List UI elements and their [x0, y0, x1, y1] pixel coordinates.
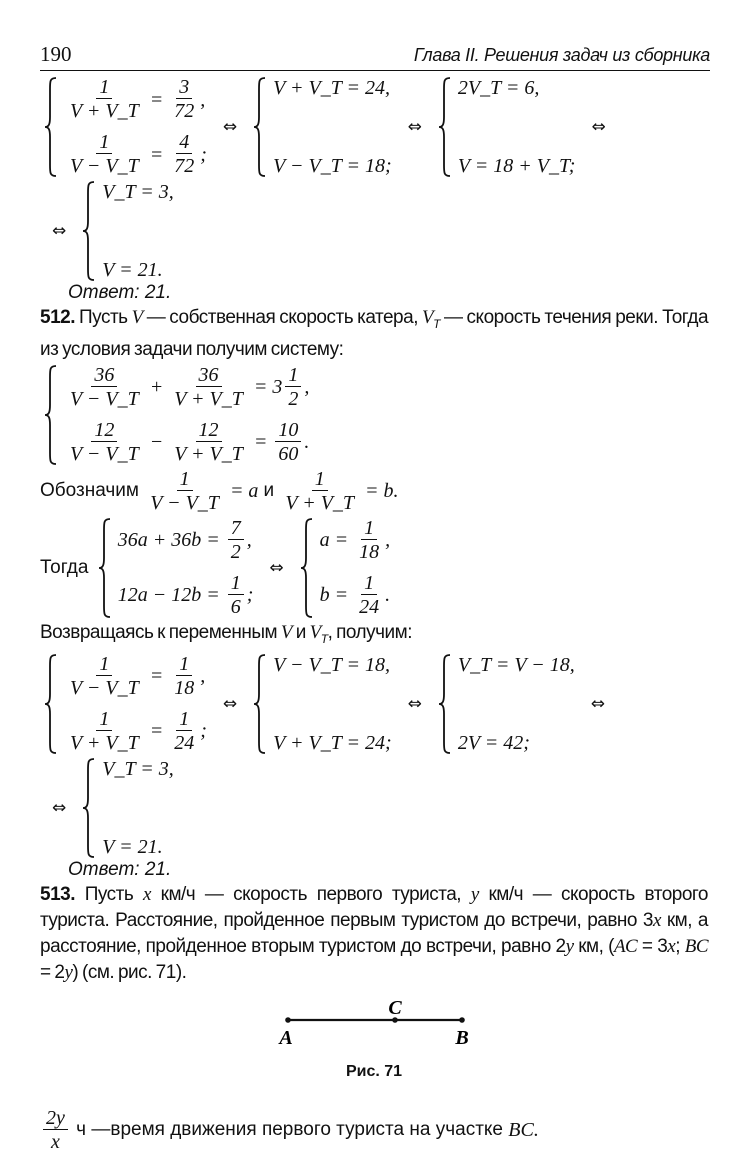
math-expression: 12a − 12b = — [117, 584, 225, 607]
fraction-denominator: 60 — [278, 442, 299, 465]
system-rows — [64, 77, 207, 177]
fraction-numerator: 4 — [176, 132, 192, 154]
equivalence-icon: ⇔ — [407, 117, 422, 137]
system-row — [102, 836, 173, 858]
figure-71-segment — [270, 990, 490, 1056]
fraction — [171, 77, 197, 122]
equivalence-icon: ⇔ — [407, 693, 422, 714]
equivalence-icon: ⇔ — [52, 797, 67, 818]
left-brace-icon — [438, 77, 452, 177]
equivalence-icon: ⇔ — [269, 557, 284, 578]
math-expression: V_T = 3, — [102, 757, 174, 780]
left-brace-icon — [253, 654, 267, 754]
fraction — [171, 132, 197, 177]
answer-512: Ответ: 21. — [68, 858, 172, 880]
fraction — [67, 132, 142, 177]
fraction — [67, 420, 142, 465]
fraction-denominator: 6 — [230, 595, 241, 618]
answer-511: Ответ: 21. — [68, 282, 172, 303]
system-rows — [273, 654, 392, 754]
fraction-numerator: 1 — [361, 573, 377, 595]
equivalence-icon: ⇔ — [590, 693, 605, 714]
math-expression: V = 21. — [102, 835, 163, 858]
label-c: C — [388, 996, 402, 1019]
system-row — [273, 654, 392, 676]
text-label: и — [263, 480, 280, 502]
page-header — [40, 42, 710, 71]
math-expression: , — [200, 88, 206, 111]
math-expression: = 3 — [248, 376, 283, 399]
fraction-denominator: 2 — [288, 387, 299, 410]
fraction-denominator: x — [51, 1130, 60, 1153]
fraction-denominator: V − V_T — [70, 442, 139, 465]
system-rows — [64, 365, 309, 465]
point-a — [285, 1017, 291, 1023]
fraction — [171, 654, 197, 699]
page-number: 190 — [40, 42, 72, 66]
equation-result-512 — [40, 758, 178, 858]
math-expression: , — [304, 376, 310, 399]
equation-system — [82, 181, 173, 281]
system-row — [458, 732, 575, 754]
math-expression: ; — [200, 143, 207, 166]
fraction-denominator: V + V_T — [174, 387, 243, 410]
fraction — [228, 573, 244, 618]
fraction-denominator: 18 — [174, 676, 195, 699]
math-expression: V + V_T = 24, — [273, 77, 390, 99]
left-brace-icon — [82, 181, 96, 281]
math-expression: V = 21. — [102, 259, 163, 281]
problem-number: 513. — [40, 883, 75, 905]
text-label: Тогда — [40, 556, 94, 578]
math-expression: 36a + 36b = — [117, 529, 225, 552]
equation-system — [98, 518, 254, 618]
math-expression: = b. — [360, 480, 399, 503]
left-brace-icon — [300, 518, 314, 618]
fraction — [356, 573, 382, 618]
fraction-numerator: 1 — [96, 77, 112, 99]
problem-statement: Пусть V — собственная скорость катера, $V_T$ — скорость течения реки. Тогда из условия задачи получим систему: — [40, 307, 709, 360]
math-expression: V − V_T = 18, — [273, 653, 390, 676]
left-brace-icon — [82, 758, 96, 858]
fraction — [67, 365, 142, 410]
fraction — [356, 518, 382, 563]
fraction-numerator: 1 — [96, 654, 112, 676]
math-expression: V − V_T = 18; — [273, 155, 392, 177]
page-content — [40, 42, 708, 1153]
fraction-denominator: 72 — [174, 155, 195, 177]
fraction-numerator: 1 — [361, 518, 377, 540]
system-row — [118, 573, 254, 618]
fraction-denominator: 72 — [174, 100, 195, 122]
equation-system — [44, 654, 207, 754]
point-b — [459, 1017, 465, 1023]
figure-caption: Рис. 71 — [345, 1062, 403, 1080]
math-expression: ; — [246, 584, 254, 607]
problem-number: 512. — [40, 307, 75, 328]
math-expression: b = — [319, 584, 354, 607]
fraction — [171, 365, 246, 410]
fraction-denominator: V − V_T — [70, 155, 139, 177]
equation-system — [253, 77, 392, 177]
equivalence-icon: ⇔ — [591, 117, 606, 137]
fraction — [67, 654, 142, 699]
system-row — [64, 654, 207, 699]
math-expression: = — [248, 431, 273, 454]
then-system — [40, 518, 394, 618]
fraction-denominator: 24 — [174, 731, 195, 754]
system-rows — [273, 77, 392, 177]
fraction — [43, 1108, 68, 1153]
fraction-numerator: 1 — [177, 469, 193, 491]
equivalence-icon: ⇔ — [222, 693, 238, 714]
system-rows — [102, 758, 173, 858]
fraction-numerator: 10 — [275, 420, 301, 442]
math-expression: − — [144, 431, 169, 454]
math-expression: = a — [224, 480, 264, 503]
fraction-denominator: V + V_T — [70, 100, 139, 122]
math-expression: , — [385, 529, 391, 552]
fraction-denominator: 18 — [359, 540, 380, 563]
fraction-denominator: V + V_T — [285, 491, 355, 514]
math-expression: . — [304, 431, 310, 454]
problem-513-text — [40, 882, 708, 986]
math-expression: ; — [200, 720, 207, 743]
label-b: B — [455, 1026, 469, 1049]
system-row — [273, 155, 392, 177]
math-expression: V + V_T = 24; — [273, 731, 392, 754]
system-row — [273, 77, 392, 99]
equation-system-511 — [40, 77, 618, 177]
fraction — [228, 518, 244, 563]
system-row — [320, 518, 391, 563]
fraction — [67, 709, 142, 754]
fraction — [171, 709, 197, 754]
math-expression: V_T = V − 18, — [457, 653, 575, 676]
fraction-denominator: 24 — [359, 595, 380, 618]
math-expression: a = — [319, 529, 354, 552]
problem-statement: Пусть x км/ч — скорость первого туриста, y км/ч — скорость второго туриста. Расстояние, пройденное первым туристом до встречи, равно 3x км, а расстояние, пройденное вторым туристом до встречи, равно 2y км, (AC = 3x; BC = 2y) (см. рис. 71). — [40, 883, 709, 983]
left-brace-icon — [98, 518, 112, 618]
equation-system — [438, 77, 576, 177]
chapter-title: Глава II. Решения задач из сборника — [413, 45, 710, 65]
fraction-numerator: 1 — [176, 709, 192, 731]
fraction — [282, 469, 357, 514]
equation-result-511 — [40, 181, 178, 281]
equation-system — [82, 758, 173, 858]
math-expression: V = 18 + V_T; — [457, 155, 576, 177]
text-label: Обозначим — [40, 480, 145, 502]
left-brace-icon — [44, 654, 58, 754]
system-row — [64, 420, 309, 465]
system-row — [64, 365, 309, 410]
equation-system — [44, 77, 207, 177]
equivalence-icon: ⇔ — [222, 117, 238, 137]
system-row — [102, 259, 173, 281]
math-expression: 2V = 42; — [457, 731, 530, 754]
equation-system — [438, 654, 575, 754]
fraction-denominator: V − V_T — [70, 676, 139, 699]
fraction — [147, 469, 222, 514]
equation-system — [44, 365, 309, 465]
system-rows — [118, 518, 254, 618]
fraction-numerator: 1 — [285, 365, 301, 387]
fraction-numerator: 1 — [176, 654, 192, 676]
math-expression: = — [144, 720, 169, 743]
system-rows — [458, 654, 575, 754]
system-row — [118, 518, 254, 563]
equation-system — [300, 518, 391, 618]
fraction-numerator: 36 — [196, 365, 222, 387]
system-row — [102, 758, 173, 780]
fraction-denominator: V + V_T — [70, 731, 139, 754]
math-expression: = — [144, 143, 169, 166]
math-expression: V_T = 3, — [102, 181, 174, 203]
equation-system-512b — [40, 654, 617, 754]
fraction-denominator: V + V_T — [174, 442, 243, 465]
fraction-numerator: 1 — [228, 573, 244, 595]
fraction-numerator: 1 — [96, 709, 112, 731]
system-row — [102, 181, 173, 203]
fraction-numerator: 7 — [228, 518, 244, 540]
system-rows — [102, 181, 173, 281]
equivalence-icon: ⇔ — [52, 221, 67, 241]
return-line: Возвращаясь к переменным V и $V_T$, получим: — [40, 621, 412, 646]
system-rows — [320, 518, 391, 618]
fraction-numerator: 12 — [196, 420, 222, 442]
left-brace-icon — [44, 77, 58, 177]
system-rows — [64, 654, 207, 754]
equation-system — [253, 654, 392, 754]
system-row — [64, 709, 207, 754]
fraction — [275, 420, 301, 465]
left-brace-icon — [438, 654, 452, 754]
fraction-denominator: V − V_T — [70, 387, 139, 410]
system-row — [64, 132, 207, 177]
fraction-denominator: V − V_T — [150, 491, 219, 514]
math-expression: = — [144, 665, 169, 688]
fraction — [171, 420, 246, 465]
text-label: ч —время движения первого туриста на участке — [70, 1119, 509, 1141]
fraction — [67, 77, 142, 122]
fraction-numerator: 1 — [312, 469, 328, 491]
notation-line — [40, 469, 399, 514]
math-expression: + — [144, 376, 169, 399]
fraction-denominator: 2 — [230, 540, 241, 563]
math-expression: , — [200, 665, 206, 688]
math-expression: = — [144, 88, 169, 111]
label-a: A — [279, 1026, 293, 1049]
system-row — [458, 155, 576, 177]
math-expression: BC. — [508, 1119, 539, 1142]
fraction-numerator: 2y — [43, 1108, 68, 1130]
left-brace-icon — [253, 77, 267, 177]
fraction — [285, 365, 301, 410]
left-brace-icon — [44, 365, 58, 465]
system-row — [320, 573, 391, 618]
math-expression: . — [385, 584, 391, 607]
problem-512-text — [40, 305, 708, 363]
system-row — [458, 77, 576, 99]
equation-system-512 — [40, 365, 313, 465]
fraction-numerator: 1 — [96, 132, 112, 154]
fraction-numerator: 36 — [91, 365, 117, 387]
math-expression: , — [246, 529, 252, 552]
fraction-numerator: 3 — [176, 77, 192, 99]
math-expression: 2V_T = 6, — [457, 77, 540, 99]
time-line — [40, 1108, 539, 1153]
system-row — [273, 732, 392, 754]
system-rows — [458, 77, 576, 177]
fraction-numerator: 12 — [91, 420, 117, 442]
system-row — [458, 654, 575, 676]
system-row — [64, 77, 207, 122]
